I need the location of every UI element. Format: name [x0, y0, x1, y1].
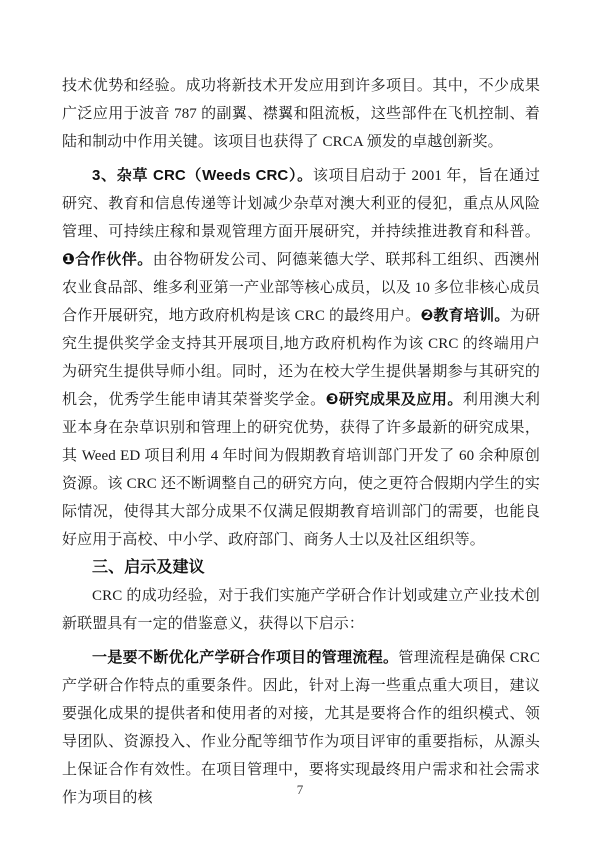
emphasis-run: 三、启示及建议 [92, 559, 205, 576]
emphasis-run: 一是要不断优化产学研合作项目的管理流程。 [92, 649, 399, 666]
paragraph [62, 162, 540, 554]
page-content [62, 72, 540, 812]
text-run: CRC 的成功经验，对于我们实施产学研合作计划或建立产业技术创新联盟具有一定的借鉴意义，获得以下启示： [62, 588, 540, 632]
paragraph [62, 582, 540, 638]
page-footer [0, 781, 600, 799]
emphasis-run: ❷教育培训。 [420, 307, 510, 324]
text-run: 该项目启动于 2001 年，旨在通过研究、教育和信息传递等计划减少杂草对澳大利亚的侵犯，重点从风险管理、可持续庄稼和景观管理方面开展研究，并持续推进教育和科普。 [62, 168, 540, 240]
text-run: 为研究生提供奖学金支持其开展项目,地方政府机构作为该 CRC 的终端用户为研究生提供导师小组。同时，还为在校大学生提供暑期参与其研究的机会，优秀学生能申请其荣誉奖学金。 [62, 308, 541, 408]
emphasis-run: 3、杂草 CRC（Weeds CRC）。 [92, 167, 313, 184]
emphasis-run: ❸研究成果及应用。 [325, 391, 463, 408]
page-number: 7 [296, 782, 304, 797]
text-run: 技术优势和经验。成功将新技术开发应用到许多项目。其中，不少成果广泛应用于波音 787 的副翼、襟翼和阻流板，这些部件在飞机控制、着陆和制动中作用关键。该项目也获得了 CRCA 颁发的卓越创新奖。 [62, 78, 540, 150]
text-run: 由谷物研发公司、阿德莱德大学、联邦科工组织、西澳州农业食品部、维多利亚第一产业部等核心成员，以及 10 多位非核心成员合作开展研究，地方政府机构是该 CRC 的最终用户。 [62, 252, 540, 324]
paragraph [62, 72, 540, 156]
section-heading [62, 554, 540, 582]
text-run: 利用澳大利亚本身在杂草识别和管理上的研究优势，获得了许多最新的研究成果，其 Weed ED 项目利用 4 年时间为假期教育培训部门开发了 60 余种原创资源。该 CRC 还不断调整自己的研究方向，使之更符合假期内学生的实际情况，使得其大部分成果不仅满足假期教育培训部门的需要，也能良好应用于高校、中小学、政府部门、商务人士以及社区组织等。 [62, 392, 540, 548]
text-run: 管理流程是确保 CRC 产学研合作特点的重要条件。因此，针对上海一些重点重大项目，建议要强化成果的提供者和使用者的对接，尤其是要将合作的组织模式、领导团队、资源投入、作业分配等细节作为项目评审的重要指标，从源头上保证合作有效性。在项目管理中，要将实现最终用户需求和社会需求作为项目的核 [62, 650, 540, 806]
emphasis-run: ❶合作伙伴。 [62, 251, 153, 268]
